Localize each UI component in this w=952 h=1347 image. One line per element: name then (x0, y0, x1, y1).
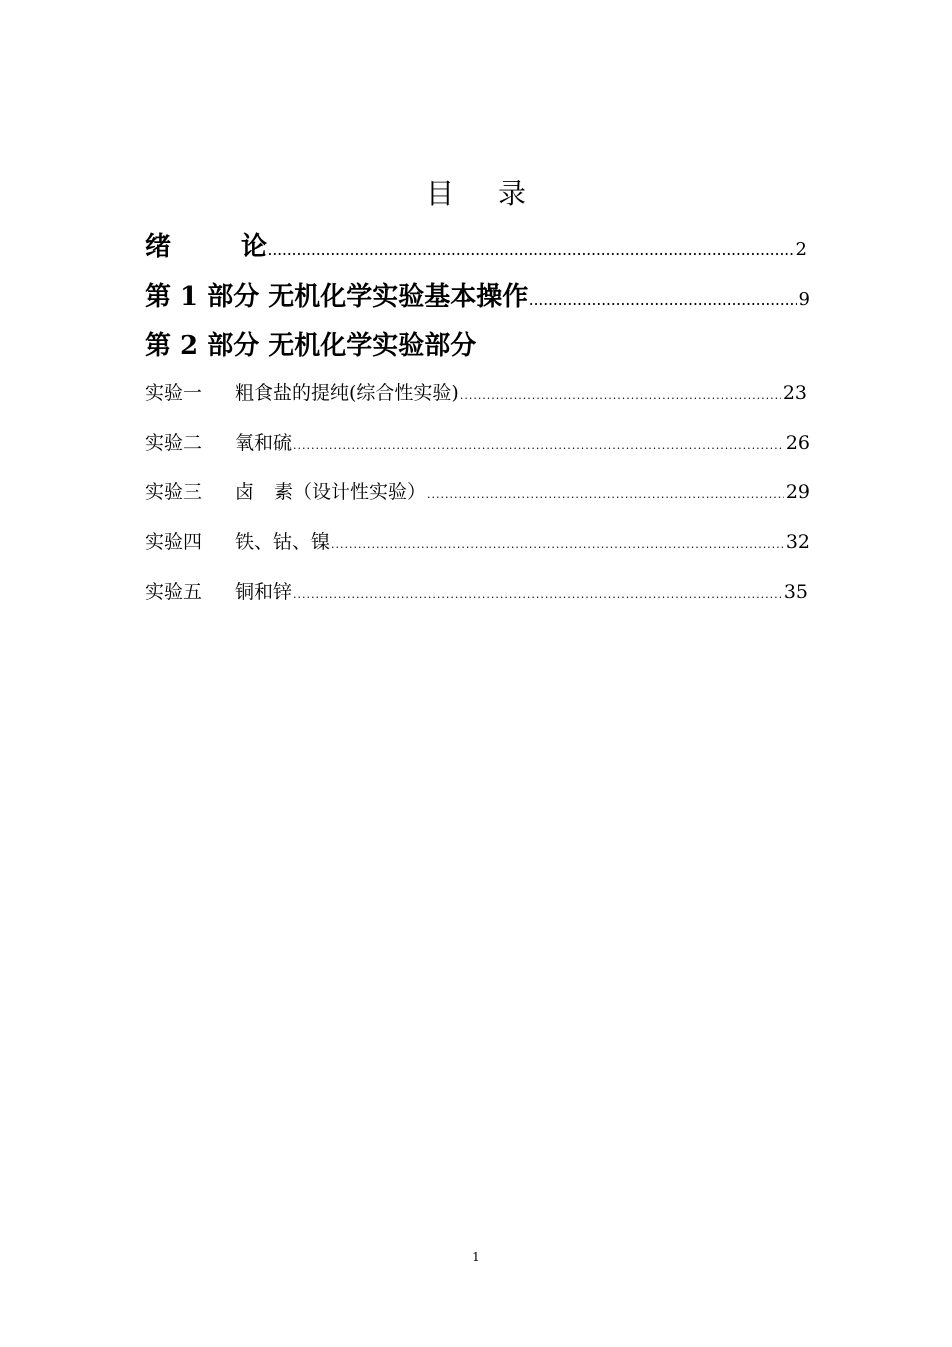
toc-entry-experiment-5[interactable] (145, 577, 808, 604)
toc-title (0, 172, 952, 212)
experiment-title: 氧和硫 (235, 432, 293, 454)
toc-entry-label: 第 1 部分 无机化学实验基本操作 (145, 282, 529, 312)
experiment-number: 实验四 (145, 531, 203, 553)
toc-entry-experiment-4[interactable] (145, 527, 810, 554)
toc-entry-experiment-2[interactable] (145, 428, 810, 455)
toc-entry-part-2[interactable] (145, 325, 476, 362)
toc-entry-page: 9 (798, 289, 810, 310)
toc-entry-label (145, 577, 292, 604)
toc-entry-label (145, 527, 330, 554)
dot-leader (427, 488, 784, 501)
dot-leader (268, 245, 794, 258)
toc-entry-page: 2 (795, 239, 807, 260)
toc-entry-intro[interactable] (145, 226, 807, 263)
experiment-title-part-1: 卤 (235, 481, 255, 503)
toc-entry-label (145, 378, 459, 405)
toc-entry-label (145, 477, 426, 504)
toc-entry-experiment-3[interactable] (145, 477, 810, 504)
toc-entry-page: 32 (785, 531, 810, 553)
experiment-title: 粗食盐的提纯(综合性实验) (235, 382, 459, 404)
dot-leader (293, 439, 784, 452)
toc-title-char-1: 目 (425, 177, 454, 210)
dot-leader (460, 389, 781, 402)
toc-entry-part-1[interactable] (145, 276, 810, 313)
experiment-number: 实验五 (145, 581, 203, 603)
toc-entry-page: 26 (785, 432, 810, 454)
toc-title-char-2: 录 (498, 177, 527, 210)
experiment-title: 铜和锌 (235, 581, 293, 603)
toc-entry-label: 第 2 部分 无机化学实验部分 (145, 331, 477, 361)
experiment-number: 实验三 (145, 481, 203, 503)
experiment-title-part-2: 素（设计性实验） (274, 481, 427, 503)
experiment-number: 实验一 (145, 382, 203, 404)
toc-entry-page: 23 (782, 382, 807, 404)
dot-leader (331, 538, 784, 551)
toc-entry-page: 29 (785, 481, 810, 503)
toc-entry-label (145, 428, 292, 455)
experiment-title: 铁、钴、镍 (235, 531, 331, 553)
toc-entry-page: 35 (783, 581, 808, 603)
intro-char-2: 论 (241, 232, 268, 262)
intro-char-1: 绪 (145, 232, 172, 262)
toc-entry-experiment-1[interactable] (145, 378, 807, 405)
dot-leader (529, 295, 796, 308)
experiment-number: 实验二 (145, 432, 203, 454)
dot-leader (293, 588, 782, 601)
page-footer-number: 1 (472, 1250, 480, 1264)
toc-entry-label (145, 226, 267, 263)
